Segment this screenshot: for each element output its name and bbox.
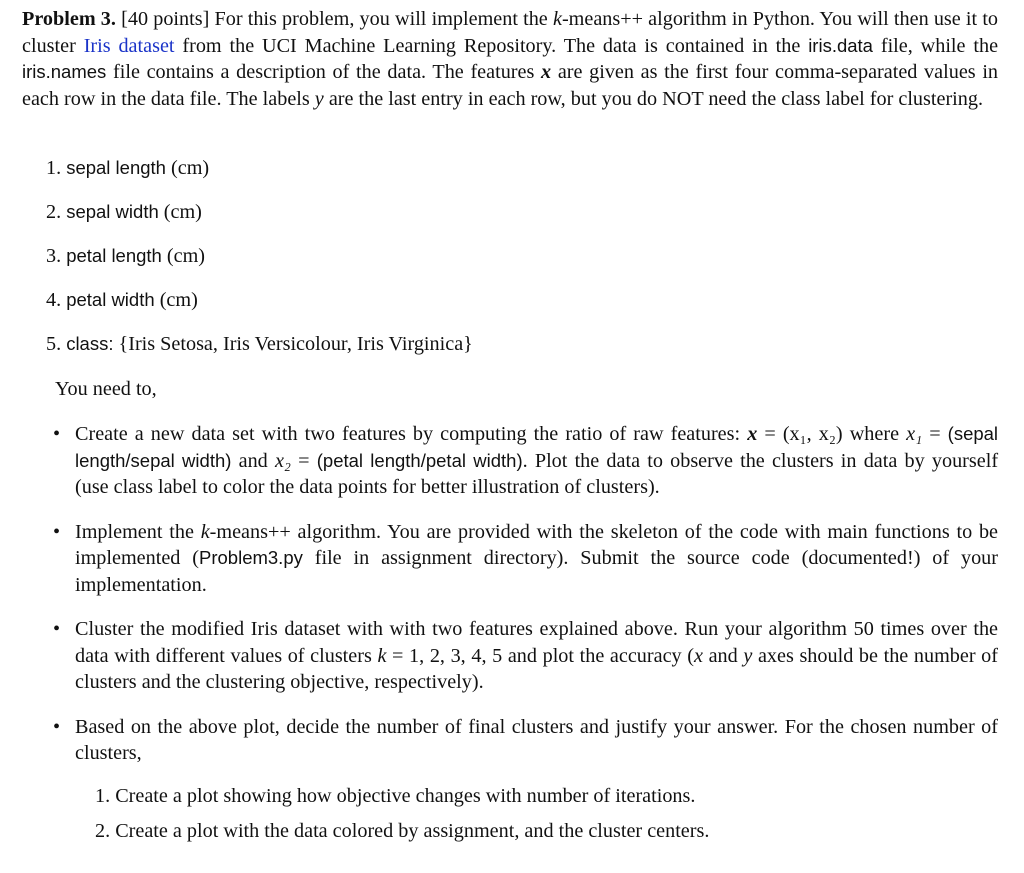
feature-item: 3. petal length (cm): [46, 245, 206, 267]
file-problem3-py: Problem3.py: [199, 547, 303, 568]
bullet-item: • Cluster the modified Iris dataset with with two features explained above. Run your algorithm 50 times over the data with different values of clusters k = 1, 2, 3, 4, 5 and plot the accuracy (x and y axes should be the number of clusters and the clustering objective, respectively).: [53, 618, 998, 693]
feature-item: 2. sepal width (cm): [46, 201, 202, 223]
bullet-dot: •: [53, 423, 61, 445]
sub-task-item: 2. Create a plot with the data colored by assignment, and the cluster centers.: [95, 820, 710, 842]
sub-task-item: 1. Create a plot showing how objective changes with number of iterations.: [95, 785, 696, 807]
feature-item: 4. petal width (cm): [46, 289, 198, 311]
bullet-item: • Based on the above plot, decide the number of final clusters and justify your answer. For the chosen number of clusters,: [53, 715, 998, 764]
feature-item: 1. sepal length (cm): [46, 157, 210, 179]
problem-title: Problem 3.: [22, 8, 116, 30]
file-iris-data: iris.data: [808, 34, 873, 56]
need-to-text: You need to,: [55, 378, 157, 400]
feature-list: [46, 155, 473, 375]
bullet-item: • Implement the k-means++ algorithm. You are provided with the skeleton of the code with main functions to be implemented (Problem3.py file in assignment directory). Submit the source code (documented!) of your implementation.: [53, 520, 999, 596]
bullet-dot: •: [53, 715, 61, 738]
bullet-item: • Create a new data set with two features by computing the ratio of raw features: x = (x₁, x₂) where x₁ = (sepal length/sepal width) and x₂ = (petal length/petal width). Plot the data to observe the clusters in data by yourself (use class label to color the data points for better illustration of clusters).: [53, 423, 999, 498]
problem-points: [40 points]: [121, 8, 210, 30]
feature-item: 5. class: {Iris Setosa, Iris Versicolour, Iris Virginica}: [46, 333, 473, 355]
bullet-dot: •: [53, 520, 61, 543]
iris-dataset-link[interactable]: Iris dataset: [83, 34, 175, 57]
bullet-dot: •: [53, 618, 61, 640]
task-bullet-list: [53, 421, 998, 785]
sub-task-list: [95, 783, 709, 853]
file-iris-names: iris.names: [22, 61, 107, 82]
problem-intro: Problem 3. [40 points] For this problem, you will implement the k-means++ algorithm in Python. You will then use it to cluster Iris dataset from the UCI Machine Learning Repository. The data is contained in the iris.data file, while the iris.names file contains a description of the data. The features x are given as the first four comma-separated values in each row in the data file. The labels y are the last entry in each row, but you do NOT need the class label for clustering.: [22, 8, 999, 110]
